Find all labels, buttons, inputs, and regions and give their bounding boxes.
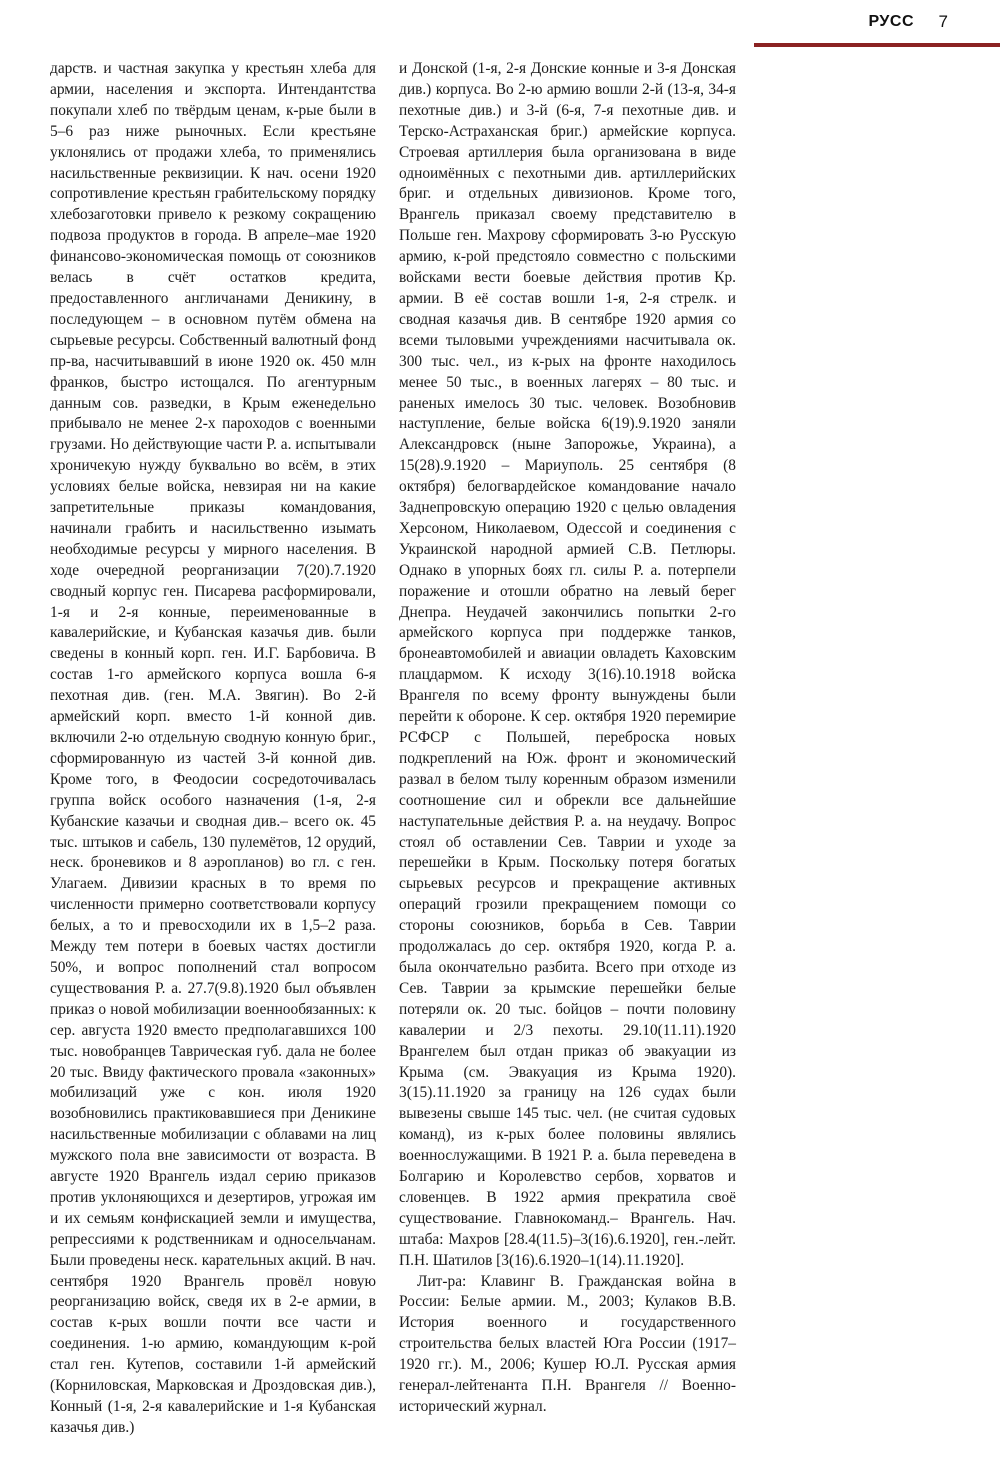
header-rule <box>754 43 1000 47</box>
running-header <box>740 10 1000 50</box>
left-column <box>50 59 376 1439</box>
right-column <box>399 59 736 1418</box>
header-title: РУСС <box>868 13 914 30</box>
literature-paragraph: Лит-ра: Клавинг В. Гражданская война в России: Белые армии. М., 2003; Кулаков В.В. История военного и государственного строительства белых властей Юга России (1917–1920 гг.). М., 2006; Кушер Ю.Л. Русская армия генерал-лейтенанта П.Н. Врангеля // Военно-исторический журнал. <box>399 1272 736 1415</box>
page-number: 7 <box>938 12 948 31</box>
left-column-paragraph: дарств. и частная закупка у крестьян хлеба для армии, населения и экспорта. Интендантства покупали хлеб по твёрдым ценам, к-рые были в 5–6 раз ниже рыночных. Если крестьяне уклонялись от продажи хлеба, то применялись насильственные реквизиции. К нач. осени 1920 сопротивление крестьян грабительскому порядку хлебозаготовки привело к резкому сокращению подвоза продуктов в города. В апреле–мае 1920 финансово-экономическая помощь от союзников велась в счёт остатков кредита, предоставленного англичанами Деникину, в последующем – в основном путём обмена на сырьевые ресурсы. Собственный валютный фонд пр-ва, насчитывавший в июне 1920 ок. 450 млн франков, быстро истощался. По агентурным данным сов. разведки, в Крым еженедельно прибывало не менее 2-х пароходов с военными грузами. Но действующие части Р. а. испытывали хроничекую нужду буквально во всём, в этих условиях белые войска, невзирая ни на какие запретительные приказы командования, начинали грабить и насильственно изымать необходимые ресурсы у мирного населения. В ходе очередной реорганизации 7(20).7.1920 сводный корпус ген. Писарева расформировали, 1-я и 2-я конные, переименованные в кавалерийские, и Кубанская казачья див. были сведены в конный корп. ген. И.Г. Барбовича. В состав 1-го армейского корпуса вошла 6-я пехотная див. (ген. М.А. Звягин). Во 2-й армейский корп. вместо 1-й конной див. включили 2-ю отдельную сводную конную бриг., сформированную из частей 3-й конной див. Кроме того, в Феодосии сосредоточивалась группа войск особого назначения (1-я, 2-я Кубанские казачьи и сводная див.– всего ок. 45 тыс. штыков и сабель, 130 пулемётов, 12 орудий, неск. броневиков и 8 аэропланов) во гл. с ген. Улагаем. Дивизии красных в то время по численности примерно соответствовали корпусу белых, а то и превосходили их в 1,5–2 раза. Между тем потери в боевых частях достигли 50%, и вопрос пополнений стал вопросом существования Р. а. 27.7(9.8).1920 был объявлен приказ о новой мобилизации военнообязанных: к сер. августа 1920 вместо предполагавшихся 100 тыс. новобранцев Таврическая губ. дала не более 20 тыс. Ввиду фактического провала «законных» мобилизаций уже с кон. июля 1920 возобновились практиковавшиеся при Деникине насильственные мобилизации с облавами на лиц мужского пола вне зависимости от возраста. В августе 1920 Врангель издал серию приказов против уклоняющихся и дезертиров, угрожая им и их семьям конфискацией земли и имущества, репрессиями к родственникам и односельчанам. Были проведены неск. карательных акций. В нач. сентября 1920 Врангель провёл новую реорганизацию войск, сведя их в 2-е армии, в состав к-рых вошли почти все части и соединения. 1-ю армию, командующим к-рой стал ген. Кутепов, составили 1-й армейский (Корниловская, Марковская и Дроздовская див.), Конный (1-я, 2-я кавалерийские и 1-я Кубанская казачья див.) <box>50 60 376 1436</box>
right-column-paragraph: и Донской (1-я, 2-я Донские конные и 3-я Донская див.) корпуса. Во 2-ю армию вошли 2-й (13-я, 34-я пехотные див.) и 3-й (6-я, 7-я пехотные див. и Терско-Астраханская бриг.) армейские корпуса. Строевая артиллерия была организована в виде одноимённых с пехотными див. артиллерийских бриг. и отдельных дивизионов. Кроме того, Врангель приказал своему представителю в Польше ген. Махрову сформировать 3-ю Русскую армию, к-рой предстояло совместно с польскими войсками вести боевые действия против Кр. армии. В её состав вошли 1-я, 2-я стрелк. и сводная казачья див. В сентябре 1920 армия со всеми тыловыми учреждениями насчитывала ок. 300 тыс. чел., из к-рых на фронте находилось менее 50 тыс., в военных лагерях – 80 тыс. и раненых имелось 30 тыс. человек. Возобновив наступление, белые войска 6(19).9.1920 заняли Александровск (ныне Запорожье, Украина), а 15(28).9.1920 – Мариуполь. 25 сентября (8 октября) белогвардейское командование начало Заднепровскую операцию 1920 с целью овладения Херсоном, Николаевом, Одессой и соединения с Украинской народной армией С.В. Петлюры. Однако в упорных боях гл. силы Р. а. потерпели поражение и отошли обратно на левый берег Днепра. Неудачей закончились попытки 2-го армейского корпуса при поддержке танков, бронеавтомобилей и авиации овладеть Каховским плацдармом. К исходу 3(16).10.1918 войска Врангеля по всему фронту вынуждены были перейти к обороне. К сер. октября 1920 перемирие РСФСР с Польшей, переброска новых подкреплений на Юж. фронт и экономический развал в белом тылу коренным образом изменили соотношение сил и обрекли все дальнейшие наступательные действия Р. а. на неудачу. Вопрос стоял об оставлении Сев. Таврии и уходе за перешейки в Крым. Поскольку потеря богатых сырьевых ресурсов и прекращение активных операций грозили прекращением помощи со стороны союзников, борьба в Сев. Таврии продолжалась до сер. октября 1920, когда Р. а. была окончательно разбита. Всего при отходе из Сев. Таврии за крымские перешейки белые потеряли ок. 20 тыс. бойцов – почти половину кавалерии и 2/3 пехоты. 29.10(11.11).1920 Врангелем был отдан приказ об эвакуации из Крыма (см. Эвакуация из Крыма 1920). 3(15).11.1920 за границу на 126 судах были вывезены свыше 145 тыс. чел. (не считая судовых команд), из к-рых более половины являлись военнослужащими. В 1921 Р. а. была переведена в Болгарию и Королевство сербов, хорватов и словенцев. В 1922 армия прекратила своё существование. Главнокоманд.– Врангель. Нач. штаба: Махров [28.4(11.5)–3(16).6.1920], ген.-лейт. П.Н. Шатилов [3(16).6.1920–1(14).11.1920]. <box>399 60 736 1269</box>
